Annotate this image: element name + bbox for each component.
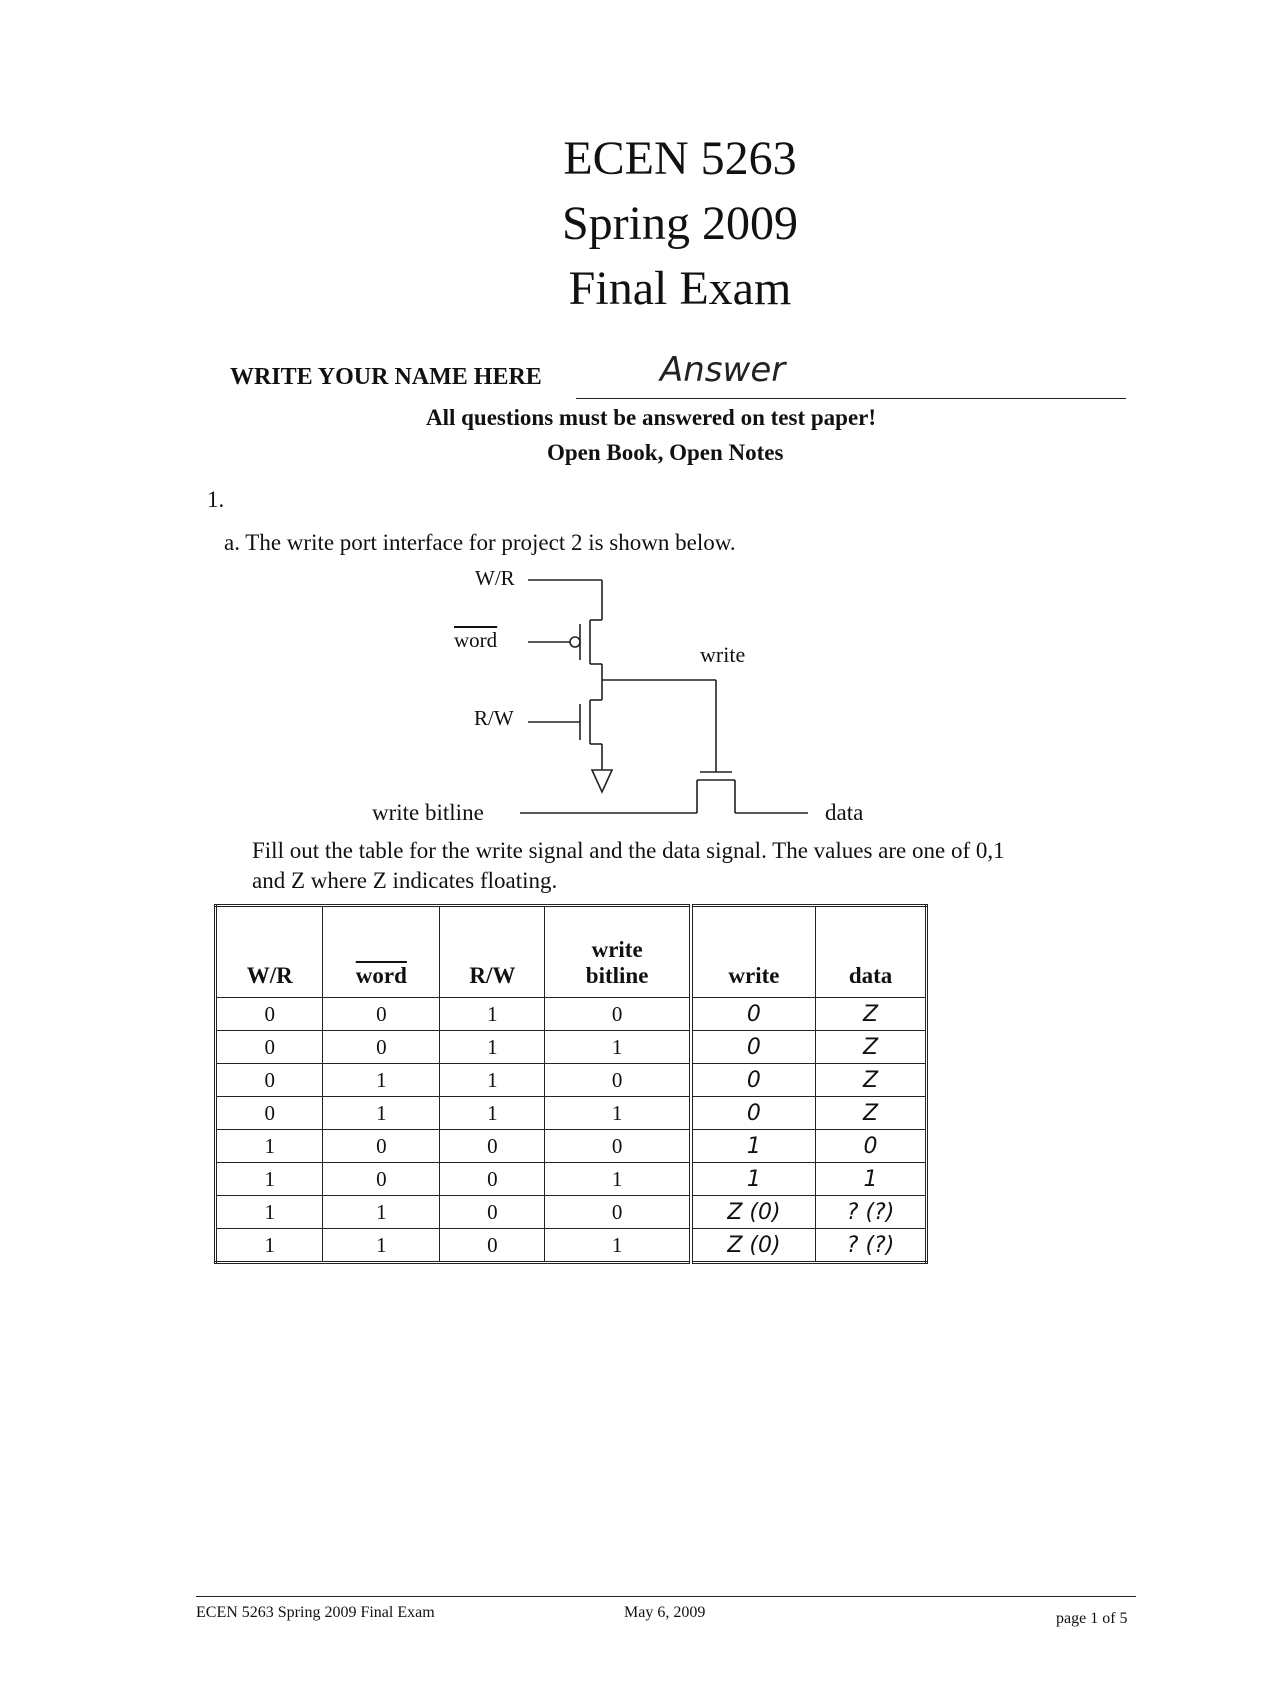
table-header-row (216, 906, 927, 998)
instruction-2: Open Book, Open Notes (547, 440, 784, 465)
cell-write: Z (0) (691, 1196, 816, 1229)
cell-rw: 0 (440, 1196, 545, 1229)
cell-rw: 1 (440, 1097, 545, 1130)
circuit-diagram (0, 0, 1280, 840)
cell-word: 1 (323, 1097, 440, 1130)
cell-data: 1 (816, 1163, 927, 1196)
cell-rw: 0 (440, 1130, 545, 1163)
cell-wr: 0 (216, 998, 323, 1031)
table-row (216, 1031, 927, 1064)
data-label: data (825, 800, 864, 825)
instruction-1: All questions must be answered on test paper! (426, 405, 877, 430)
table-row (216, 1064, 927, 1097)
cell-bitline: 1 (545, 1229, 691, 1263)
cell-rw: 1 (440, 1064, 545, 1097)
table-row (216, 1130, 927, 1163)
cell-bitline: 1 (545, 1031, 691, 1064)
cell-write: 0 (691, 1097, 816, 1130)
cell-wr: 1 (216, 1196, 323, 1229)
table-row (216, 1163, 927, 1196)
header-write: write (691, 906, 816, 998)
cell-write: 1 (691, 1163, 816, 1196)
header-wr: W/R (216, 906, 323, 998)
wr-label: W/R (475, 566, 515, 590)
cell-wr: 0 (216, 1031, 323, 1064)
cell-wr: 1 (216, 1130, 323, 1163)
cell-word: 0 (323, 998, 440, 1031)
table-row (216, 1097, 927, 1130)
cell-bitline: 0 (545, 1130, 691, 1163)
rw-label: R/W (474, 706, 514, 730)
fill-instructions-2: and Z where Z indicates floating. (252, 868, 558, 893)
header-data: data (816, 906, 927, 998)
word-label: word (454, 628, 498, 652)
footer-center: May 6, 2009 (624, 1604, 706, 1621)
name-label: WRITE YOUR NAME HERE (230, 364, 542, 390)
table-row (216, 998, 927, 1031)
exam-title: Final Exam (568, 262, 792, 315)
fill-instructions-1: Fill out the table for the write signal and the data signal. The values are one of 0,1 (252, 838, 1005, 863)
write-node-label: write (700, 642, 746, 667)
cell-data: Z (816, 1031, 927, 1064)
cell-data: 0 (816, 1130, 927, 1163)
cell-write: 0 (691, 998, 816, 1031)
name-answer: Answer (660, 350, 786, 390)
cell-bitline: 0 (545, 1064, 691, 1097)
cell-word: 0 (323, 1163, 440, 1196)
header-word: word (323, 906, 440, 998)
cell-word: 0 (323, 1130, 440, 1163)
cell-word: 1 (323, 1229, 440, 1263)
footer-rule (196, 1596, 1136, 1597)
question-number: 1. (207, 487, 225, 512)
cell-data: Z (816, 1097, 927, 1130)
footer-left: ECEN 5263 Spring 2009 Final Exam (196, 1604, 435, 1621)
cell-write: 1 (691, 1130, 816, 1163)
question-part-a: a. The write port interface for project 2 is shown below. (224, 530, 736, 555)
cell-wr: 0 (216, 1064, 323, 1097)
cell-word: 1 (323, 1064, 440, 1097)
cell-wr: 0 (216, 1097, 323, 1130)
cell-word: 1 (323, 1196, 440, 1229)
table-row (216, 1229, 927, 1263)
course-title: ECEN 5263 (563, 132, 797, 185)
cell-rw: 0 (440, 1163, 545, 1196)
table-row (216, 1196, 927, 1229)
cell-bitline: 1 (545, 1097, 691, 1130)
cell-rw: 1 (440, 998, 545, 1031)
cell-rw: 1 (440, 1031, 545, 1064)
cell-bitline: 0 (545, 998, 691, 1031)
header-rw: R/W (440, 906, 545, 998)
cell-write: 0 (691, 1064, 816, 1097)
cell-wr: 1 (216, 1163, 323, 1196)
cell-bitline: 1 (545, 1163, 691, 1196)
cell-data: ? (?) (816, 1229, 927, 1263)
cell-wr: 1 (216, 1229, 323, 1263)
header-write-bitline: write bitline (545, 906, 691, 998)
cell-write: 0 (691, 1031, 816, 1064)
write-bitline-label: write bitline (372, 800, 484, 825)
cell-write: Z (0) (691, 1229, 816, 1263)
cell-data: ? (?) (816, 1196, 927, 1229)
cell-data: Z (816, 998, 927, 1031)
cell-word: 0 (323, 1031, 440, 1064)
term-title: Spring 2009 (561, 197, 798, 250)
cell-bitline: 0 (545, 1196, 691, 1229)
cell-data: Z (816, 1064, 927, 1097)
footer-right: page 1 of 5 (1056, 1610, 1128, 1627)
truth-table (214, 904, 928, 1264)
cell-rw: 0 (440, 1229, 545, 1263)
